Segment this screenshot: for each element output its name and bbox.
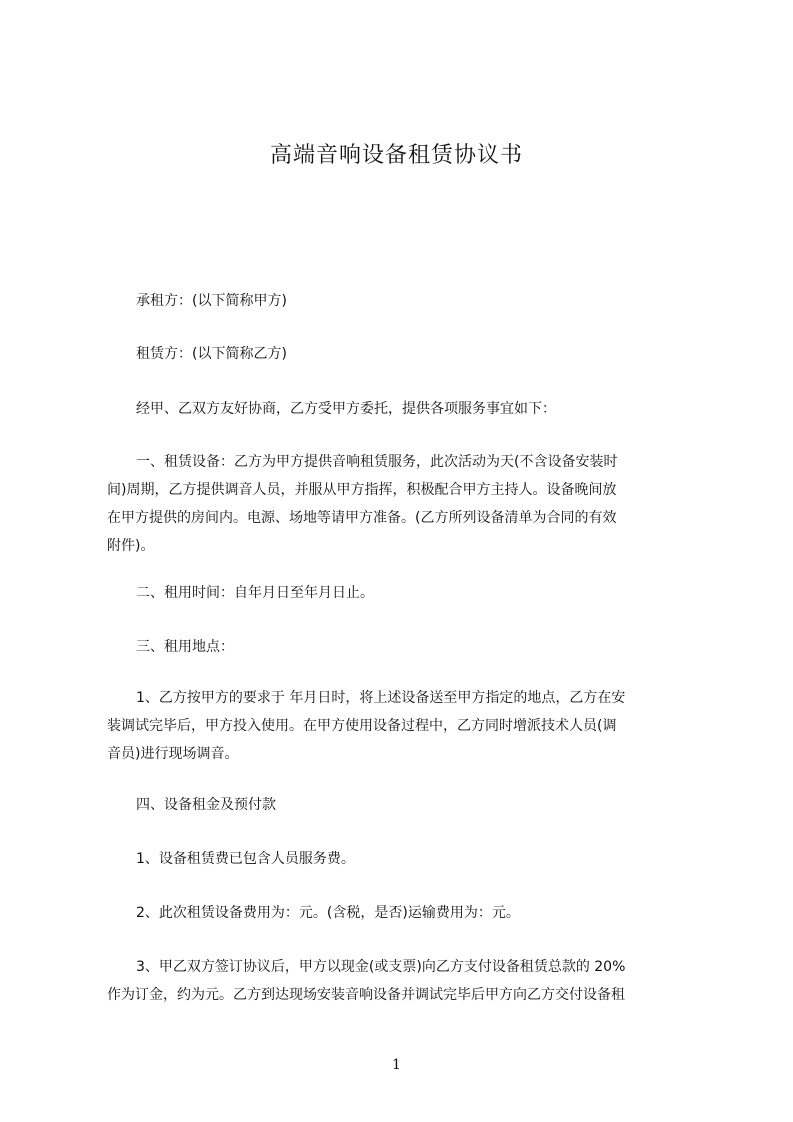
paragraph-line: 承租方：(以下简称甲方)	[136, 293, 287, 309]
paragraph-intro	[107, 395, 687, 423]
paragraph-lessee	[107, 287, 687, 315]
paragraph-rent-heading	[107, 791, 687, 819]
paragraph-line: 1、乙方按甲方的要求于 年月日时，将上述设备送至甲方指定的地点，乙方在安	[136, 690, 626, 706]
paragraph-rental-location	[107, 633, 687, 661]
paragraph-line: 2、此次租赁设备费用为：元。(含税，是否)运输费用为：元。	[136, 905, 520, 921]
paragraph-fee-2	[107, 899, 687, 927]
paragraph-delivery	[107, 684, 687, 768]
paragraph-line: 音员)进行现场调音。	[107, 746, 239, 762]
paragraph-line: 三、租用地点：	[136, 639, 234, 655]
paragraph-line: 附件)。	[107, 538, 155, 554]
document-title: 高端音响设备租赁协议书	[269, 143, 523, 168]
paragraph-line: 经甲、乙双方友好协商，乙方受甲方委托，提供各项服务事宜如下：	[136, 401, 556, 417]
paragraph-line: 装调试完毕后，甲方投入使用。在甲方使用设备过程中，乙方同时增派技术人员(调	[107, 718, 617, 734]
paragraph-fee-1	[107, 845, 687, 873]
paragraph-line: 3、甲乙双方签订协议后，甲方以现金(或支票)向乙方支付设备租赁总款的 20%	[136, 959, 626, 975]
paragraph-line: 一、租赁设备：乙方为甲方提供音响租赁服务，此次活动为天(不含设备安装时	[136, 454, 618, 470]
paragraph-rental-time	[107, 579, 687, 607]
page-number: 1	[392, 1057, 401, 1073]
paragraph-line: 在甲方提供的房间内。电源、场地等请甲方准备。(乙方所列设备清单为合同的有效	[107, 510, 617, 526]
paragraph-line: 二、租用时间：自年月日至年月日止。	[136, 585, 374, 601]
paragraph-line: 1、设备租赁费已包含人员服务费。	[136, 851, 355, 867]
paragraph-line: 四、设备租金及预付款	[136, 797, 276, 813]
paragraph-line: 间)周期，乙方提供调音人员，并服从甲方指挥，积极配合甲方主持人。设备晚间放	[107, 482, 617, 498]
paragraph-line: 租赁方：(以下简称乙方)	[136, 346, 287, 362]
paragraph-lessor	[107, 340, 687, 368]
paragraph-rental-equipment	[107, 448, 687, 560]
paragraph-line: 作为订金，约为元。乙方到达现场安装音响设备并调试完毕后甲方向乙方交付设备租	[107, 987, 625, 1003]
paragraph-fee-3	[107, 953, 687, 1009]
